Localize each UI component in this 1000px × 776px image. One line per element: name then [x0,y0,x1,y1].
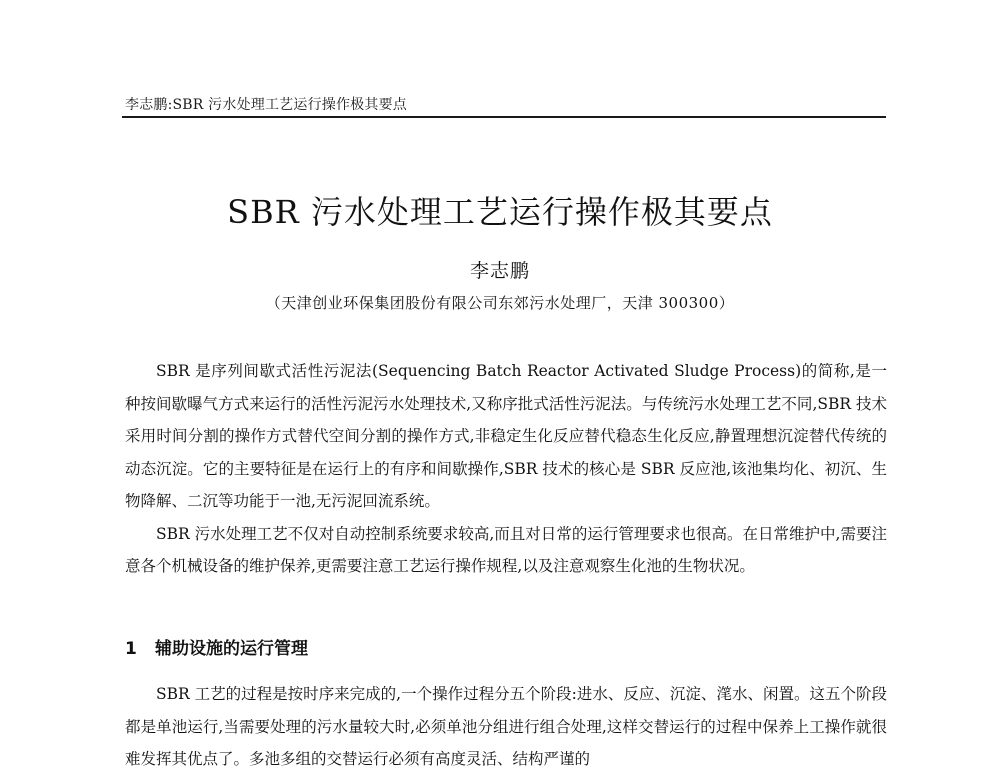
running-head: 李志鹏:SBR 污水处理工艺运行操作极其要点 [125,97,407,113]
paper-title: SBR 污水处理工艺运行操作极其要点 [227,193,773,231]
author-name: 李志鹏 [469,260,530,282]
paragraph-2: SBR 污水处理工艺不仅对自动控制系统要求较高,而且对日常的运行管理要求也很高。在日常维护中,需要注意各个机械设备的维护保养,更需要注意工艺运行操作规程,以及注意观察生化池的生物状况。 [125,524,887,575]
section-number: 1 [125,639,137,659]
section-heading [125,634,308,659]
header-rule [122,116,886,118]
abstract-body [125,355,887,583]
section-title: 辅助设施的运行管理 [155,639,308,659]
section-paragraph: SBR 工艺的过程是按时序来完成的,一个操作过程分五个阶段:进水、反应、沉淀、滗水、闲置。这五个阶段都是单池运行,当需要处理的污水量较大时,必须单池分组进行组合处理,这样交替运行的过程中保养上工操作就很难发挥其优点了。多池多组的交替运行必须有高度灵活、结构严谨的 [125,685,887,768]
author-affiliation: （天津创业环保集团股份有限公司东郊污水处理厂，天津 300300） [265,294,735,312]
paragraph-1: SBR 是序列间歇式活性污泥法(Sequencing Batch Reactor Activated Sludge Process)的简称,是一种按间歇曝气方式来运行的活性污泥污水处理技术,又称序批式活性污泥法。与传统污水处理工艺不同,SBR 技术采用时间分割的操作方式替代空间分割的操作方式,非稳定生化反应替代稳态生化反应,静置理想沉淀替代传统的动态沉淀。它的主要特征是在运行上的有序和间歇操作,SBR 技术的核心是 SBR 反应池,该池集均化、初沉、生物降解、二沉等功能于一池,无污泥回流系统。 [125,362,887,510]
section-body [125,678,887,776]
